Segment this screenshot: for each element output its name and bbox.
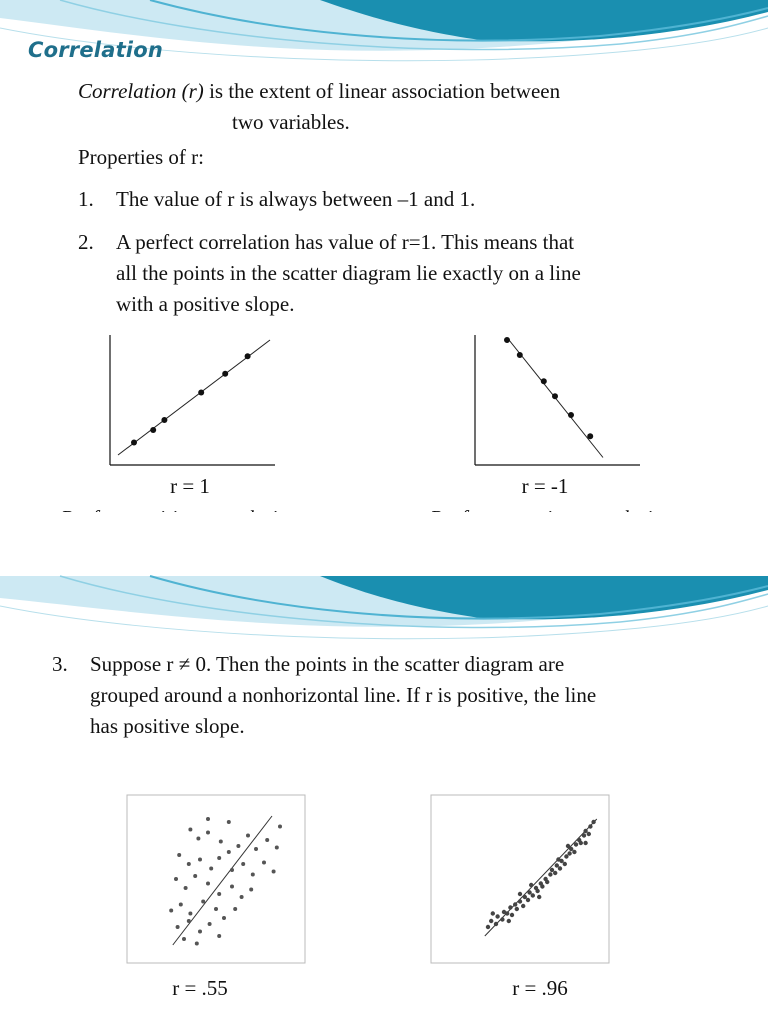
data-point — [540, 884, 544, 888]
data-point — [198, 858, 202, 862]
scatter-plot-r-055 — [126, 794, 306, 964]
data-point — [583, 829, 587, 833]
data-point — [217, 856, 221, 860]
data-point — [182, 937, 186, 941]
data-point — [558, 866, 562, 870]
data-point — [251, 873, 255, 877]
data-point — [169, 909, 173, 913]
data-point — [208, 922, 212, 926]
data-point — [550, 868, 554, 872]
data-point — [491, 911, 495, 915]
data-point — [537, 895, 541, 899]
data-point — [515, 907, 519, 911]
data-point — [195, 942, 199, 946]
data-point — [588, 824, 592, 828]
data-point — [188, 828, 192, 832]
scatter-plot-r-096 — [430, 794, 610, 964]
r-value-label: r = 1 — [170, 474, 210, 498]
data-point — [583, 841, 587, 845]
data-point — [553, 871, 557, 875]
item-number: 2. — [78, 230, 94, 254]
data-point — [184, 886, 188, 890]
data-point — [587, 433, 593, 439]
data-point — [236, 844, 240, 848]
data-point — [505, 911, 509, 915]
data-point — [591, 820, 595, 824]
data-point — [246, 834, 250, 838]
item-text: with a positive slope. — [116, 292, 295, 316]
item-text: grouped around a nonhorizontal line. If r is positive, the line — [90, 683, 597, 707]
data-point — [569, 847, 573, 851]
data-point — [278, 825, 282, 829]
scatter-plot-negative-perfect — [465, 330, 645, 475]
data-point — [230, 885, 234, 889]
data-point — [201, 900, 205, 904]
data-point — [275, 846, 279, 850]
plot-frame — [127, 795, 305, 963]
data-point — [222, 916, 226, 920]
data-point — [131, 440, 137, 446]
data-point — [150, 427, 156, 433]
data-point — [230, 868, 234, 872]
data-point — [241, 862, 245, 866]
slide-title: Correlation — [28, 38, 163, 62]
data-point — [227, 850, 231, 854]
data-point — [556, 857, 560, 861]
slide-gap — [0, 512, 768, 576]
data-point — [198, 390, 204, 396]
definition-text: is the extent of linear association between — [203, 79, 561, 103]
data-point — [249, 888, 253, 892]
data-point — [174, 877, 178, 881]
data-point — [198, 930, 202, 934]
data-point — [495, 914, 499, 918]
definition-line — [78, 76, 560, 107]
data-point — [587, 832, 591, 836]
item-text: Suppose r ≠ 0. Then the points in the scatter diagram are — [90, 652, 565, 676]
data-point — [567, 851, 571, 855]
data-point — [265, 838, 269, 842]
item-number: 1. — [78, 187, 94, 211]
data-point — [545, 880, 549, 884]
definition-term: Correlation (r) — [78, 79, 204, 103]
data-point — [219, 840, 223, 844]
data-point — [548, 872, 552, 876]
data-point — [254, 847, 258, 851]
data-point — [566, 844, 570, 848]
data-point — [552, 393, 558, 399]
item-number: 3. — [52, 652, 68, 676]
data-point — [523, 895, 527, 899]
properties-heading: Properties of r: — [78, 145, 204, 169]
data-point — [563, 862, 567, 866]
data-point — [564, 854, 568, 858]
data-point — [206, 817, 210, 821]
fit-line — [173, 816, 272, 945]
data-point — [486, 925, 490, 929]
data-point — [206, 882, 210, 886]
decorative-wave-banner — [0, 576, 768, 656]
data-point — [161, 417, 167, 423]
data-point — [508, 905, 512, 909]
data-point — [233, 907, 237, 911]
data-point — [272, 870, 276, 874]
data-point — [217, 892, 221, 896]
item-text: The value of r is always between –1 and 1. — [116, 187, 476, 211]
r-value-label: r = -1 — [521, 474, 569, 498]
data-point — [196, 837, 200, 841]
data-point — [206, 831, 210, 835]
r-value-label: r = .55 — [172, 976, 228, 1000]
data-point — [193, 874, 197, 878]
data-point — [176, 925, 180, 929]
data-point — [574, 842, 578, 846]
data-point — [188, 912, 192, 916]
data-point — [240, 895, 244, 899]
data-point — [187, 919, 191, 923]
data-point — [504, 337, 510, 343]
item-text: has positive slope. — [90, 714, 245, 738]
data-point — [227, 820, 231, 824]
data-point — [518, 899, 522, 903]
data-point — [179, 903, 183, 907]
item-text: all the points in the scatter diagram lie exactly on a line — [116, 261, 581, 285]
data-point — [579, 841, 583, 845]
plot-frame — [431, 795, 609, 963]
data-point — [526, 898, 530, 902]
data-point — [217, 934, 221, 938]
data-point — [245, 353, 251, 359]
data-point — [500, 917, 504, 921]
data-point — [507, 919, 511, 923]
data-point — [513, 902, 517, 906]
data-point — [209, 867, 213, 871]
scatter-plot-positive-perfect — [100, 330, 280, 475]
slide-2 — [0, 576, 768, 1024]
data-point — [529, 883, 533, 887]
data-point — [568, 412, 574, 418]
item-text: A perfect correlation has value of r=1. This means that — [116, 230, 575, 254]
data-point — [555, 863, 559, 867]
data-point — [517, 352, 523, 358]
data-point — [527, 890, 531, 894]
data-point — [222, 371, 228, 377]
data-point — [541, 378, 547, 384]
data-point — [535, 889, 539, 893]
data-point — [531, 893, 535, 897]
data-point — [187, 862, 191, 866]
data-point — [510, 913, 514, 917]
data-point — [521, 904, 525, 908]
data-point — [494, 922, 498, 926]
data-point — [518, 892, 522, 896]
data-point — [177, 853, 181, 857]
data-point — [214, 907, 218, 911]
definition-continuation: two variables. — [232, 110, 350, 134]
data-point — [262, 861, 266, 865]
data-point — [582, 833, 586, 837]
data-point — [489, 919, 493, 923]
r-value-label: r = .96 — [512, 976, 568, 1000]
data-point — [572, 850, 576, 854]
